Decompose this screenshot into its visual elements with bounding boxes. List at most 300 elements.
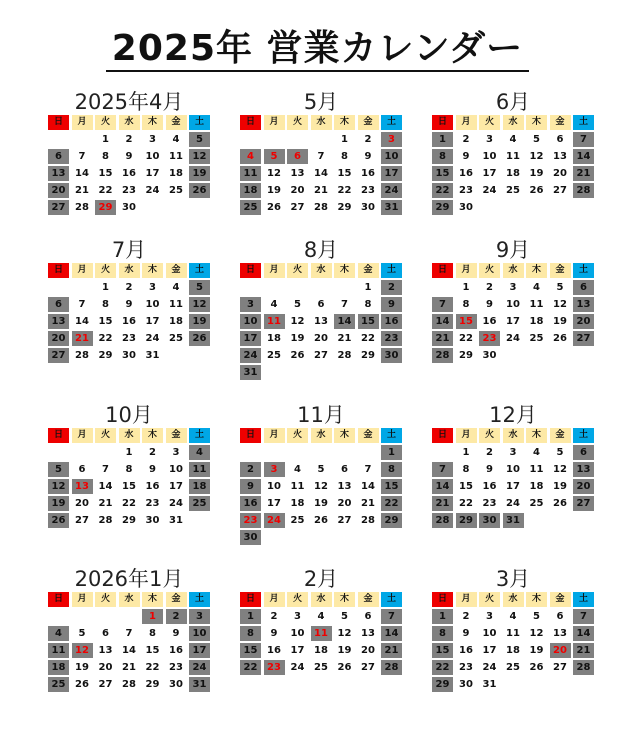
weekday-header: 日: [240, 428, 261, 443]
month-days-grid: [48, 592, 211, 692]
day-cell: 12: [337, 628, 352, 639]
closed-day-cell: 28: [573, 183, 594, 198]
day-cell: 13: [314, 316, 328, 327]
day-cell: 20: [75, 498, 89, 509]
closed-day-cell: 14: [573, 149, 594, 164]
weekday-header: 火: [95, 428, 116, 443]
closed-day-cell: 12: [48, 479, 69, 494]
day-cell: 10: [169, 464, 183, 475]
weekday-header: 火: [479, 115, 500, 130]
weekday-header: 火: [287, 428, 308, 443]
day-cell: 14: [75, 168, 89, 179]
closed-day-cell: 2: [240, 462, 261, 477]
weekday-header: 水: [503, 263, 524, 278]
closed-day-cell: 17: [189, 643, 210, 658]
closed-day-cell: 1: [432, 132, 453, 147]
closed-day-cell: 11: [240, 166, 261, 181]
day-cell: 17: [169, 481, 183, 492]
closed-day-cell: 7: [381, 609, 402, 624]
closed-day-cell: 14: [573, 626, 594, 641]
day-cell: 7: [317, 151, 325, 162]
day-cell: 20: [290, 185, 305, 196]
empty-day-cell: [48, 280, 69, 295]
weekday-header: 月: [264, 263, 285, 278]
empty-day-cell: [358, 445, 379, 460]
closed-day-cell: 4: [189, 445, 210, 460]
empty-day-cell: [264, 280, 285, 295]
weekday-header: 日: [240, 115, 261, 130]
day-cell: 29: [122, 515, 136, 526]
closed-day-cell: 8: [432, 626, 453, 641]
weekday-header: 土: [381, 428, 402, 443]
day-cell: 26: [553, 333, 567, 344]
day-cell: 20: [337, 498, 352, 509]
empty-day-cell: [240, 132, 261, 147]
day-cell: 17: [506, 481, 520, 492]
closed-day-cell: 15: [381, 479, 402, 494]
closed-day-cell: 21: [72, 331, 93, 346]
closed-day-cell: 28: [381, 660, 402, 675]
day-cell: 28: [314, 202, 328, 213]
day-cell: 2: [462, 611, 470, 622]
closed-day-cell: 6: [573, 445, 594, 460]
closed-day-cell: 10: [189, 626, 210, 641]
day-cell: 30: [169, 679, 183, 690]
day-cell: 29: [337, 202, 352, 213]
day-cell: 18: [529, 316, 544, 327]
weekday-header: 水: [503, 115, 524, 130]
empty-day-cell: [48, 132, 69, 147]
weekday-header: 水: [119, 428, 140, 443]
empty-day-cell: [432, 445, 453, 460]
month-days-grid: [432, 428, 595, 528]
weekday-header: 金: [166, 115, 187, 130]
day-cell: 16: [169, 645, 183, 656]
day-cell: 6: [78, 464, 86, 475]
day-cell: 8: [125, 464, 133, 475]
closed-day-cell: 3: [189, 609, 210, 624]
closed-day-cell: 1: [240, 609, 261, 624]
weekday-header: 土: [189, 115, 210, 130]
day-cell: 10: [482, 151, 497, 162]
day-cell: 12: [529, 151, 544, 162]
month-days-grid: [240, 263, 403, 380]
day-cell: 2: [125, 134, 133, 145]
day-cell: 23: [482, 498, 497, 509]
day-cell: 12: [529, 628, 544, 639]
month-block: [431, 90, 595, 215]
closed-day-cell: 21: [432, 496, 453, 511]
closed-day-cell: 20: [550, 643, 571, 658]
closed-day-cell: 14: [432, 314, 453, 329]
day-cell: 6: [341, 464, 348, 475]
weekday-header: 月: [72, 592, 93, 607]
day-cell: 9: [462, 628, 470, 639]
closed-day-cell: 11: [189, 462, 210, 477]
day-cell: 1: [102, 134, 109, 145]
month-title: 8月: [303, 238, 339, 262]
closed-day-cell: 19: [48, 496, 69, 511]
day-cell: 25: [169, 333, 183, 344]
closed-day-cell: 19: [189, 314, 210, 329]
day-cell: 4: [317, 611, 325, 622]
day-cell: 13: [553, 151, 567, 162]
weekday-header: 水: [311, 263, 332, 278]
day-cell: 3: [486, 134, 493, 145]
weekday-header: 水: [311, 428, 332, 443]
closed-day-cell: 2: [381, 280, 402, 295]
day-cell: 20: [361, 645, 375, 656]
day-cell: 4: [172, 134, 180, 145]
day-cell: 1: [364, 282, 372, 293]
weekday-header: 月: [456, 428, 477, 443]
day-cell: 27: [361, 662, 375, 673]
weekday-header: 土: [189, 428, 210, 443]
day-cell: 17: [290, 645, 305, 656]
day-cell: 6: [102, 628, 109, 639]
closed-day-cell: 3: [264, 462, 285, 477]
day-cell: 8: [149, 628, 156, 639]
day-cell: 15: [145, 645, 160, 656]
day-cell: 27: [290, 202, 305, 213]
month-days-grid: [240, 428, 403, 545]
weekday-header: 金: [550, 115, 571, 130]
day-cell: 3: [172, 447, 180, 458]
closed-day-cell: 9: [240, 479, 261, 494]
closed-day-cell: 29: [456, 513, 477, 528]
day-cell: 17: [267, 498, 281, 509]
day-cell: 25: [314, 662, 328, 673]
month-title: 2025年4月: [74, 90, 184, 114]
closed-day-cell: 23: [381, 331, 402, 346]
closed-day-cell: 24: [264, 513, 285, 528]
day-cell: 11: [169, 151, 183, 162]
day-cell: 27: [337, 515, 352, 526]
day-cell: 22: [459, 333, 473, 344]
empty-day-cell: [334, 445, 355, 460]
empty-day-cell: [311, 280, 332, 295]
closed-day-cell: 7: [432, 462, 453, 477]
page-title-text: 2025年 営業カレンダー: [106, 28, 529, 72]
day-cell: 17: [145, 168, 160, 179]
day-cell: 3: [509, 282, 517, 293]
day-cell: 22: [98, 185, 113, 196]
month-days-grid: [240, 115, 403, 215]
empty-day-cell: [72, 132, 93, 147]
closed-day-cell: 12: [72, 643, 93, 658]
closed-day-cell: 7: [573, 132, 594, 147]
day-cell: 4: [172, 282, 180, 293]
day-cell: 25: [529, 333, 544, 344]
day-cell: 5: [533, 611, 540, 622]
closed-day-cell: 25: [240, 200, 261, 215]
day-cell: 2: [462, 134, 470, 145]
closed-day-cell: 22: [240, 660, 261, 675]
closed-day-cell: 23: [240, 513, 261, 528]
empty-day-cell: [72, 609, 93, 624]
day-cell: 7: [78, 299, 86, 310]
weekday-header: 木: [142, 592, 163, 607]
day-cell: 18: [506, 168, 520, 179]
day-cell: 6: [317, 299, 325, 310]
day-cell: 21: [75, 185, 89, 196]
day-cell: 26: [314, 515, 328, 526]
weekday-header: 木: [334, 592, 355, 607]
day-cell: 20: [314, 333, 328, 344]
day-cell: 24: [145, 185, 160, 196]
closed-day-cell: 22: [381, 496, 402, 511]
closed-day-cell: 2: [166, 609, 187, 624]
day-cell: 13: [290, 168, 305, 179]
weekday-header: 日: [432, 263, 453, 278]
closed-day-cell: 21: [432, 331, 453, 346]
day-cell: 27: [98, 679, 113, 690]
closed-day-cell: 25: [189, 496, 210, 511]
month-block: [431, 238, 595, 363]
closed-day-cell: 30: [240, 530, 261, 545]
weekday-header: 金: [550, 592, 571, 607]
closed-day-cell: 28: [573, 660, 594, 675]
day-cell: 5: [317, 464, 325, 475]
weekday-header: 木: [526, 115, 547, 130]
weekday-header: 金: [550, 428, 571, 443]
day-cell: 26: [75, 679, 89, 690]
weekday-header: 月: [72, 115, 93, 130]
day-cell: 1: [462, 447, 470, 458]
month-days-grid: [240, 592, 403, 675]
day-cell: 28: [337, 350, 352, 361]
weekday-header: 火: [479, 263, 500, 278]
month-block: [47, 567, 211, 692]
day-cell: 19: [529, 168, 544, 179]
empty-day-cell: [432, 280, 453, 295]
day-cell: 24: [145, 333, 160, 344]
closed-day-cell: 15: [432, 643, 453, 658]
day-cell: 22: [337, 185, 352, 196]
closed-day-cell: 4: [48, 626, 69, 641]
closed-day-cell: 24: [381, 183, 402, 198]
day-cell: 25: [506, 662, 520, 673]
day-cell: 7: [78, 151, 86, 162]
day-cell: 4: [533, 447, 540, 458]
day-cell: 21: [314, 185, 328, 196]
empty-day-cell: [311, 132, 332, 147]
closed-day-cell: 7: [573, 609, 594, 624]
day-cell: 31: [145, 350, 160, 361]
day-cell: 27: [75, 515, 89, 526]
day-cell: 14: [98, 481, 113, 492]
day-cell: 30: [122, 202, 136, 213]
weekday-header: 火: [95, 115, 116, 130]
day-cell: 19: [75, 662, 89, 673]
day-cell: 9: [486, 464, 493, 475]
closed-day-cell: 20: [48, 331, 69, 346]
closed-day-cell: 11: [311, 626, 332, 641]
closed-day-cell: 1: [381, 445, 402, 460]
weekday-header: 日: [48, 115, 69, 130]
closed-day-cell: 21: [573, 643, 594, 658]
day-cell: 15: [98, 168, 113, 179]
weekday-header: 金: [166, 428, 187, 443]
weekday-header: 金: [166, 263, 187, 278]
day-cell: 21: [122, 662, 136, 673]
empty-day-cell: [119, 609, 140, 624]
day-cell: 1: [102, 282, 109, 293]
day-cell: 5: [294, 299, 301, 310]
day-cell: 9: [172, 628, 180, 639]
empty-day-cell: [48, 609, 69, 624]
weekday-header: 月: [72, 428, 93, 443]
month-days-grid: [48, 263, 211, 363]
closed-day-cell: 1: [142, 609, 163, 624]
day-cell: 22: [459, 498, 473, 509]
closed-day-cell: 22: [432, 660, 453, 675]
weekday-header: 月: [456, 592, 477, 607]
closed-day-cell: 15: [240, 643, 261, 658]
closed-day-cell: 27: [573, 331, 594, 346]
closed-day-cell: 5: [48, 462, 69, 477]
weekday-header: 水: [311, 115, 332, 130]
weekday-header: 木: [526, 263, 547, 278]
day-cell: 29: [145, 679, 160, 690]
day-cell: 2: [486, 282, 493, 293]
day-cell: 29: [361, 350, 375, 361]
day-cell: 7: [341, 299, 348, 310]
empty-day-cell: [240, 445, 261, 460]
day-cell: 28: [361, 515, 375, 526]
weekday-header: 木: [334, 428, 355, 443]
day-cell: 12: [314, 481, 328, 492]
month-title: 7月: [111, 238, 147, 262]
day-cell: 25: [506, 185, 520, 196]
weekday-header: 金: [358, 115, 379, 130]
day-cell: 16: [267, 645, 281, 656]
month-title: 3月: [495, 567, 531, 591]
day-cell: 26: [290, 350, 305, 361]
closed-day-cell: 25: [48, 677, 69, 692]
month-days-grid: [432, 263, 595, 363]
day-cell: 22: [145, 662, 160, 673]
month-days-grid: [48, 115, 211, 215]
day-cell: 17: [482, 645, 497, 656]
month-title: 12月: [489, 403, 537, 427]
day-cell: 23: [145, 498, 160, 509]
day-cell: 28: [75, 202, 89, 213]
day-cell: 26: [267, 202, 281, 213]
day-cell: 18: [529, 481, 544, 492]
weekday-header: 木: [334, 115, 355, 130]
day-cell: 14: [314, 168, 328, 179]
day-cell: 23: [459, 662, 473, 673]
day-cell: 12: [553, 464, 567, 475]
weekday-header: 月: [264, 428, 285, 443]
day-cell: 7: [364, 464, 372, 475]
day-cell: 10: [506, 464, 520, 475]
closed-day-cell: 8: [381, 462, 402, 477]
weekday-header: 木: [142, 115, 163, 130]
day-cell: 16: [482, 316, 497, 327]
closed-day-cell: 26: [189, 331, 210, 346]
closed-day-cell: 29: [432, 200, 453, 215]
day-cell: 5: [556, 447, 564, 458]
month-title: 11月: [297, 403, 345, 427]
closed-day-cell: 3: [381, 132, 402, 147]
day-cell: 26: [553, 498, 567, 509]
closed-day-cell: 15: [456, 314, 477, 329]
weekday-header: 木: [142, 263, 163, 278]
closed-day-cell: 18: [240, 183, 261, 198]
day-cell: 23: [169, 662, 183, 673]
closed-day-cell: 10: [240, 314, 261, 329]
day-cell: 30: [482, 350, 497, 361]
day-cell: 11: [529, 299, 544, 310]
closed-day-cell: 4: [240, 149, 261, 164]
day-cell: 10: [145, 151, 160, 162]
closed-day-cell: 16: [381, 314, 402, 329]
closed-day-cell: 29: [95, 200, 116, 215]
day-cell: 12: [267, 168, 281, 179]
closed-day-cell: 21: [381, 643, 402, 658]
closed-day-cell: 28: [432, 348, 453, 363]
weekday-header: 日: [432, 428, 453, 443]
empty-day-cell: [311, 445, 332, 460]
day-cell: 27: [314, 350, 328, 361]
closed-day-cell: 20: [573, 479, 594, 494]
month-block: [239, 403, 403, 545]
day-cell: 6: [556, 134, 564, 145]
day-cell: 19: [553, 481, 567, 492]
closed-day-cell: 31: [189, 677, 210, 692]
day-cell: 5: [78, 628, 86, 639]
closed-day-cell: 14: [334, 314, 355, 329]
day-cell: 25: [267, 350, 281, 361]
day-cell: 4: [533, 282, 540, 293]
closed-day-cell: 28: [432, 513, 453, 528]
day-cell: 30: [459, 679, 473, 690]
day-cell: 20: [553, 168, 567, 179]
weekday-header: 土: [573, 263, 594, 278]
day-cell: 23: [122, 185, 136, 196]
day-cell: 16: [459, 168, 473, 179]
day-cell: 24: [506, 498, 520, 509]
closed-day-cell: 18: [189, 479, 210, 494]
day-cell: 12: [290, 316, 305, 327]
closed-day-cell: 24: [189, 660, 210, 675]
weekday-header: 火: [95, 592, 116, 607]
day-cell: 18: [290, 498, 305, 509]
day-cell: 5: [341, 611, 348, 622]
month-block: [47, 90, 211, 215]
closed-day-cell: 15: [432, 166, 453, 181]
day-cell: 25: [169, 185, 183, 196]
day-cell: 16: [145, 481, 160, 492]
day-cell: 14: [361, 481, 375, 492]
day-cell: 11: [506, 628, 520, 639]
closed-day-cell: 30: [381, 348, 402, 363]
weekday-header: 水: [503, 428, 524, 443]
day-cell: 4: [509, 134, 517, 145]
closed-day-cell: 13: [48, 166, 69, 181]
empty-day-cell: [95, 609, 116, 624]
day-cell: 21: [98, 498, 113, 509]
day-cell: 19: [314, 498, 328, 509]
closed-day-cell: 8: [240, 626, 261, 641]
day-cell: 28: [75, 350, 89, 361]
day-cell: 3: [149, 134, 156, 145]
day-cell: 17: [506, 316, 520, 327]
day-cell: 30: [145, 515, 160, 526]
day-cell: 11: [169, 299, 183, 310]
